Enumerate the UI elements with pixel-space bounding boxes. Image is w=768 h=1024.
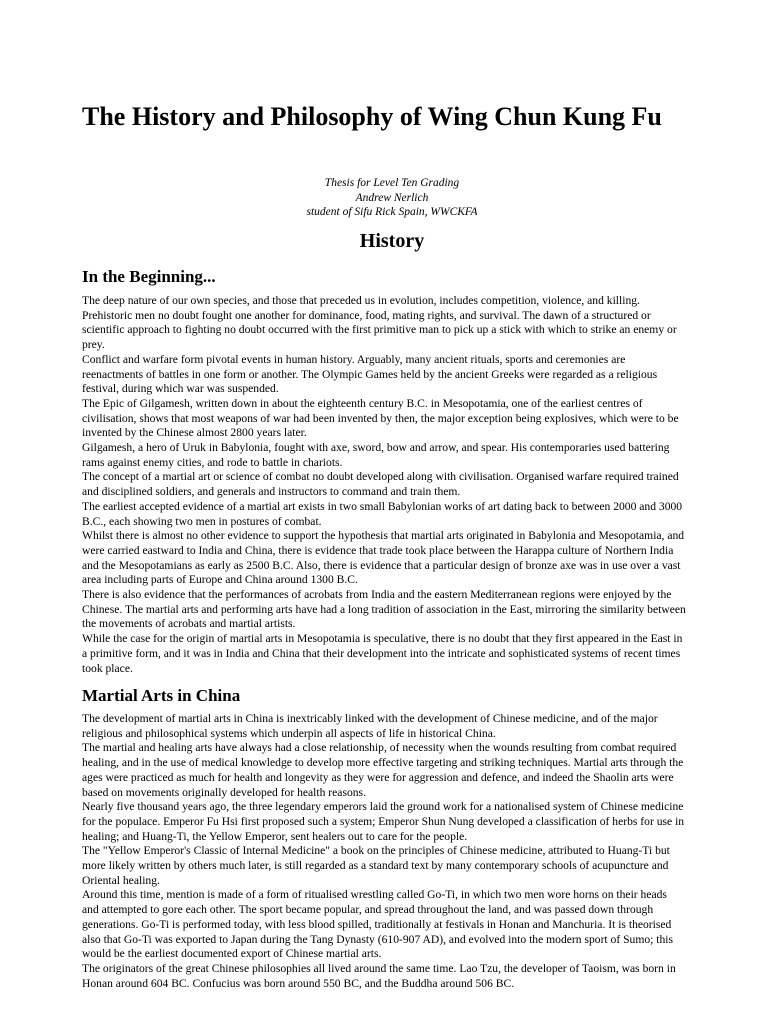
paragraph: Gilgamesh, a hero of Uruk in Babylonia, fought with axe, sword, bow and arrow, and spear. His contemporaries used battering rams against enemy cities, and rode to battle in chariots. xyxy=(82,441,670,469)
paragraph: The earliest accepted evidence of a martial art exists in two small Babylonian works of art dating back to between 2000 and 3000 B.C., each showing two men in postures of combat. xyxy=(82,499,683,528)
author-affiliation: student of Sifu Rick Spain, WWCKFA xyxy=(306,206,478,218)
paragraph: The Epic of Gilgamesh, written down in about the eighteenth century B.C. in Mesopotamia, one of the earliest centres of civilisation, shows that most weapons of war had been invented by then, the major exception being explosives, which were to be invented by the Chinese almost 2800 years later. xyxy=(82,396,679,440)
paragraph: Conflict and warfare form pivotal events in human history. Arguably, many ancient rituals, sports and ceremonies are reenactments of battles in one form or another. The Olympic Games held by the ancient Greeks were regarded as a religious festival, during which war was suspended. xyxy=(82,352,658,396)
paragraph: Around this time, mention is made of a form of ritualised wrestling called Go-Ti, in which two men wore horns on their heads and attempted to gore each other. The sport became popular, and spread throughout the land, and was passed down through generations. Go-Ti is performed today, with less blood spilled, traditionally at festivals in Honan and Manchuria. It is theorised also that Go-Ti was exported to Japan during the Tang Dynasty (610-907 AD), and evolved into the modern sport of Sumo; this would be the earliest documented export of Chinese martial arts. xyxy=(82,888,674,961)
subheading-martial-arts-in-china: Martial Arts in China xyxy=(82,686,241,705)
paragraph: The originators of the great Chinese philosophies all lived around the same time. Lao Tzu, the developer of Taoism, was born in Honan around 604 BC. Confucius was born around 550 BC, and the Buddha around 506 BC. xyxy=(82,961,676,990)
paragraph: Whilst there is almost no other evidence to support the hypothesis that martial arts originated in Babylonia and Mesopotamia, and were carried eastward to India and China, there is evidence that trade took place between the Harappa culture of Northern India and the Mesopotamians as early as 2500 B.C. Also, there is evidence that a particular design of bronze axe was in use over a vast area including parts of Europe and China around 1300 B.C. xyxy=(82,529,685,587)
thesis-subtitle: Thesis for Level Ten Grading xyxy=(324,177,460,189)
section-body-beginning xyxy=(82,294,686,676)
subheading-in-the-beginning: In the Beginning... xyxy=(82,267,216,286)
section-body-china xyxy=(82,712,686,991)
paragraph: The development of martial arts in China is inextricably linked with the development of Chinese medicine, and of the major religious and philosophical systems which underpin all aspects of life in historical China. xyxy=(82,712,658,740)
paragraph: The "Yellow Emperor's Classic of Internal Medicine" a book on the principles of Chinese medicine, attributed to Huang-Ti but more likely written by others much later, is still regarded as a standard text by many contemporary schools of acupuncture and Oriental healing. xyxy=(82,844,670,887)
section-heading-history: History xyxy=(359,230,425,252)
paragraph: The concept of a martial art or science of combat no doubt developed along with civilisation. Organised warfare required trained and disciplined soldiers, and generals and instructors to command and train them. xyxy=(82,470,679,499)
paragraph: While the case for the origin of martial arts in Mesopotamia is speculative, there is no doubt that they first appeared in the East in a primitive form, and it was in India and China that their development into the intricate and sophisticated systems of recent times took place. xyxy=(82,632,683,675)
paragraph: Nearly five thousand years ago, the three legendary emperors laid the ground work for a nationalised system of Chinese medicine for the populace. Emperor Fu Hsi first proposed such a system; Emperor Shun Nung developed a classification of herbs for use in healing; and Huang-Ti, the Yellow Emperor, sent healers out to care for the people. xyxy=(82,800,685,843)
document-title: The History and Philosophy of Wing Chun Kung Fu xyxy=(82,102,662,131)
author-name: Andrew Nerlich xyxy=(355,191,429,204)
thesis-info xyxy=(82,176,702,220)
paragraph: The martial and healing arts have always had a close relationship, of necessity when the wounds resulting from combat required healing, and in the use of medical knowledge to develop more effective targeting and striking techniques. Martial arts through the ages were practiced as much for health and longevity as they were for aggression and defence, and indeed the Shaolin arts were based on movements originally developed for health reasons. xyxy=(82,741,684,799)
paragraph: The deep nature of our own species, and those that preceded us in evolution, includes competition, violence, and killing. Prehistoric men no doubt fought one another for dominance, food, mating rights, and survival. The dawn of a structured or scientific approach to fighting no doubt occurred with the first primitive man to pick up a stick with which to strike an enemy or prey. xyxy=(82,294,677,352)
paragraph: There is also evidence that the performances of acrobats from India and the eastern Mediterranean regions were enjoyed by the Chinese. The martial arts and performing arts have had a long tradition of association in the East, mirroring the similarity between the movements of acrobats and martial artists. xyxy=(82,588,686,631)
